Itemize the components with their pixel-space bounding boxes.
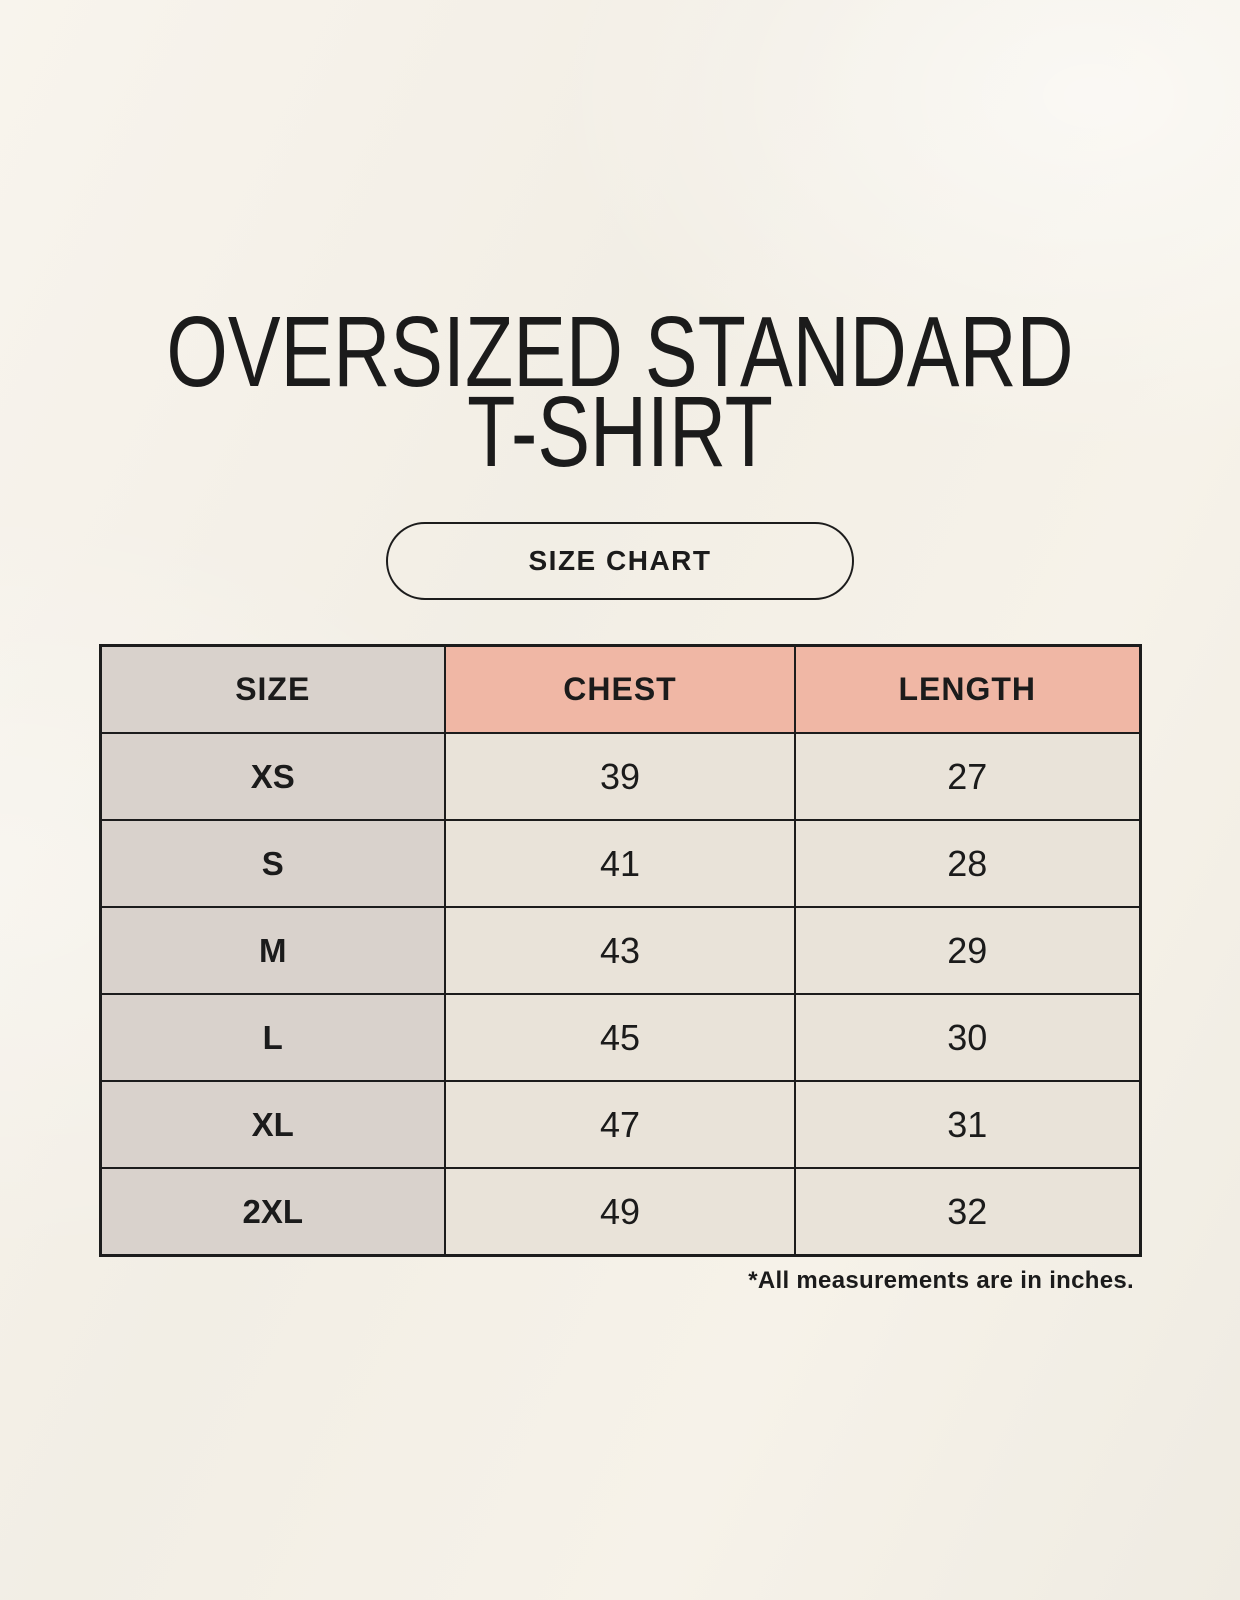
measurements-unit-note: *All measurements are in inches. [748,1267,1134,1294]
size-chart-button-label: SIZE CHART [528,545,712,576]
table-row-l [100,994,1140,1081]
length-cell: 32 [795,1168,1140,1256]
size-cell: XL [100,1081,445,1168]
size-cell: S [100,820,445,907]
column-header-size: SIZE [100,646,445,734]
chest-cell: 47 [445,1081,795,1168]
table-row-s [100,820,1140,907]
page-title-line-1: OVERSIZED STANDARD [166,296,1074,408]
page-title-line-2: T-SHIRT [467,376,773,488]
size-cell: L [100,994,445,1081]
table-row-xl [100,1081,1140,1168]
chest-cell: 39 [445,733,795,820]
size-cell: XS [100,733,445,820]
length-cell: 28 [795,820,1140,907]
table-row-xs [100,733,1140,820]
chest-cell: 49 [445,1168,795,1256]
column-header-chest: CHEST [445,646,795,734]
chest-cell: 45 [445,994,795,1081]
size-chart-button[interactable] [386,522,854,600]
length-cell: 29 [795,907,1140,994]
page-title [130,0,1110,488]
size-chart-table [99,644,1142,1257]
table-row-m [100,907,1140,994]
table-header-row [100,646,1140,734]
length-cell: 30 [795,994,1140,1081]
size-cell: 2XL [100,1168,445,1256]
length-cell: 27 [795,733,1140,820]
table-row-2xl [100,1168,1140,1256]
chest-cell: 43 [445,907,795,994]
chest-cell: 41 [445,820,795,907]
column-header-length: LENGTH [795,646,1140,734]
size-cell: M [100,907,445,994]
length-cell: 31 [795,1081,1140,1168]
